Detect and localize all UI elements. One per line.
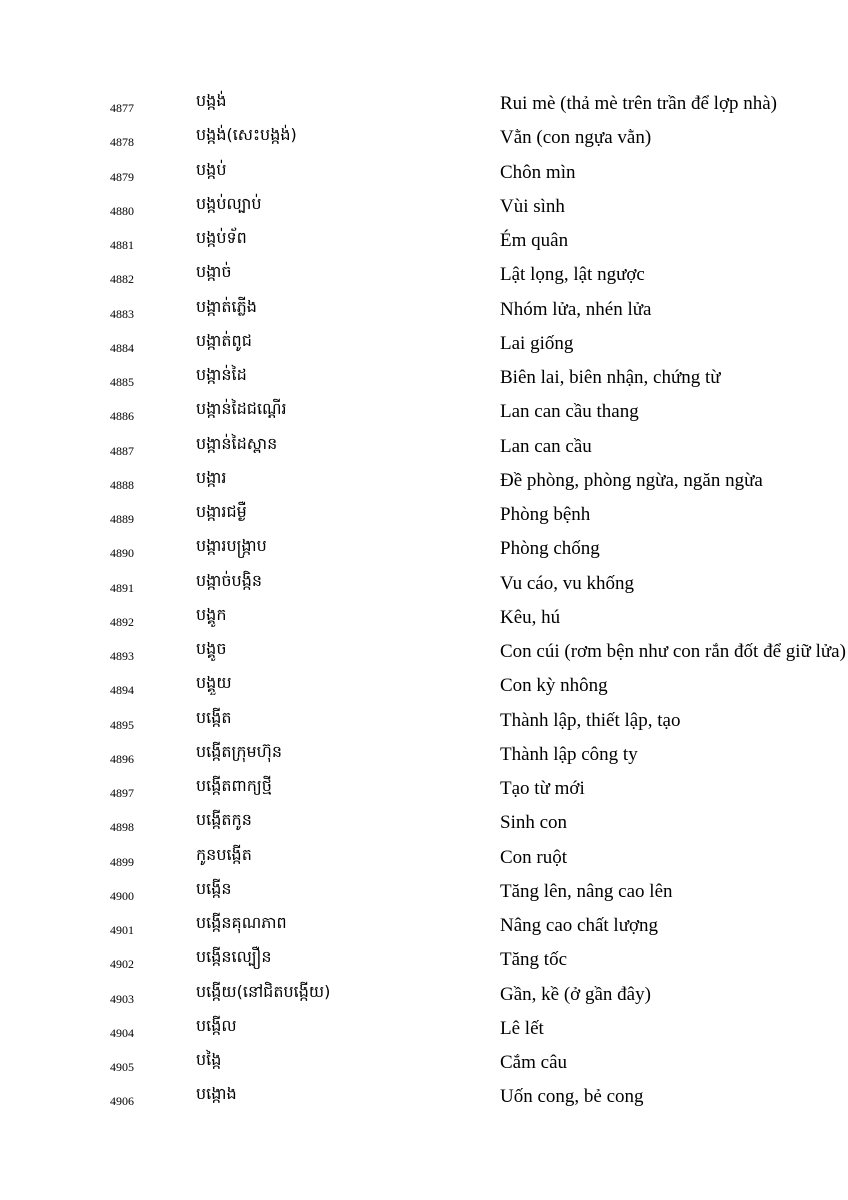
entry-row [0, 669, 848, 703]
vietnamese-translation: Vằn (con ngựa vằn) [500, 127, 652, 149]
vietnamese-translation: Cắm câu [500, 1052, 568, 1073]
entry-row [0, 121, 848, 155]
entry-row [0, 1080, 848, 1114]
khmer-term: បង្គូច [196, 639, 227, 658]
entry-row [0, 806, 848, 840]
khmer-term: បង្កើនល្បឿន [196, 947, 272, 967]
entry-number: 4895 [110, 717, 134, 732]
vietnamese-translation: Lan can cầu thang [500, 401, 639, 423]
entry-number: 4878 [110, 135, 134, 150]
vietnamese-translation: Rui mè (thả mè trên trần để lợp nhà) [500, 93, 778, 114]
vietnamese-translation: Sinh con [500, 812, 568, 834]
khmer-term: បង្កើតក្រុមហ៊ុន [196, 741, 283, 761]
entry-row [0, 1046, 848, 1080]
entry-row [0, 943, 848, 977]
entry-number: 4892 [110, 614, 134, 629]
khmer-term: បង្កប់ [196, 159, 227, 179]
entry-number: 4886 [110, 409, 134, 424]
khmer-term: បង្កើត [196, 707, 232, 727]
entry-row [0, 293, 848, 327]
entry-number: 4905 [110, 1060, 134, 1074]
khmer-term: បង្កើនគុណភាព [196, 913, 287, 932]
entry-number: 4887 [110, 443, 134, 458]
vietnamese-translation: Tăng tốc [500, 949, 568, 971]
entry-row [0, 498, 848, 532]
entry-number: 4893 [110, 649, 134, 663]
vietnamese-translation: Đề phòng, phòng ngừa, ngăn ngừa [500, 469, 763, 491]
khmer-term: បង្កោង [196, 1084, 237, 1104]
entry-row [0, 430, 848, 464]
entry-list [0, 87, 848, 1115]
entry-number: 4880 [110, 203, 134, 218]
entry-number: 4885 [110, 375, 134, 389]
entry-number: 4896 [110, 751, 134, 766]
khmer-term: បង្កង់ [196, 91, 227, 110]
vietnamese-translation: Biên lai, biên nhận, chứng từ [500, 367, 721, 388]
entry-row [0, 978, 848, 1012]
entry-number: 4894 [110, 683, 134, 698]
entry-row [0, 87, 848, 121]
khmer-term: បង្កាន់ដៃជណ្តើរ [196, 399, 287, 419]
khmer-term: បង្កាច់បង្កិន [196, 570, 263, 590]
vietnamese-translation: Con cúi (rơm bện như con rắn đốt để giữ lửa) [500, 641, 846, 662]
vietnamese-translation: Phòng bệnh [500, 504, 591, 525]
entry-number: 4899 [110, 854, 134, 869]
entry-row [0, 704, 848, 738]
vietnamese-translation: Vùi sình [500, 195, 565, 217]
entry-row [0, 1012, 848, 1046]
khmer-term: បង្កាត់ភ្លើង [196, 296, 257, 316]
entry-number: 4903 [110, 991, 134, 1006]
vietnamese-translation: Phòng chống [500, 538, 600, 560]
entry-number: 4883 [110, 306, 134, 321]
vietnamese-translation: Con ruột [500, 846, 568, 868]
entry-number: 4889 [110, 512, 134, 526]
entry-number: 4898 [110, 820, 134, 835]
entry-row [0, 841, 848, 875]
entry-number: 4879 [110, 169, 134, 184]
entry-row [0, 156, 848, 190]
entry-number: 4882 [110, 272, 134, 287]
entry-number: 4891 [110, 580, 134, 595]
vietnamese-translation: Tăng lên, nâng cao lên [500, 880, 673, 902]
vietnamese-translation: Con kỳ nhông [500, 675, 608, 697]
entry-row [0, 909, 848, 943]
entry-number: 4881 [110, 238, 134, 252]
vietnamese-translation: Lật lọng, lật ngược [500, 264, 645, 286]
khmer-term: បង្ការបង្ក្រាប [196, 536, 267, 556]
entry-row [0, 875, 848, 909]
khmer-term: បង្កាន់ដៃ [196, 365, 247, 384]
khmer-term: បង្គួយ [196, 673, 232, 693]
khmer-term: បង្កើន [196, 878, 232, 898]
khmer-term: បង្កប់ទ័ព [196, 228, 247, 247]
entry-number: 4877 [110, 101, 134, 115]
khmer-term: បង្កើយ(នៅជិតបង្កើយ) [196, 981, 331, 1001]
entry-row [0, 258, 848, 292]
khmer-term: បង្កាត់ពូជ [196, 330, 252, 350]
vietnamese-translation: Uốn cong, bẻ cong [500, 1086, 644, 1108]
entry-row [0, 361, 848, 395]
vietnamese-translation: Tạo từ mới [500, 778, 585, 799]
vietnamese-translation: Lê lết [500, 1017, 544, 1039]
khmer-term: បង្ការជម្ងឺ [196, 502, 247, 521]
khmer-term: បង្កាន់ដៃស្ពាន [196, 433, 278, 453]
khmer-term: បង្គូក [196, 604, 227, 624]
entry-number: 4888 [110, 477, 134, 492]
entry-row [0, 395, 848, 429]
vietnamese-translation: Thành lập, thiết lập, tạo [500, 709, 681, 731]
vietnamese-translation: Ém quân [500, 230, 569, 251]
khmer-term: បង្កើតពាក្យថ្មី [196, 776, 272, 795]
entry-row [0, 772, 848, 806]
entry-number: 4902 [110, 957, 134, 972]
khmer-term: បង្កប់ល្បាប់ [196, 193, 262, 213]
khmer-term: កូនបង្កើត [196, 844, 252, 864]
entry-row [0, 327, 848, 361]
entry-number: 4900 [110, 888, 134, 903]
vietnamese-translation: Lai giống [500, 332, 574, 354]
vietnamese-translation: Lan can cầu [500, 435, 592, 457]
entry-number: 4901 [110, 923, 134, 937]
entry-number: 4897 [110, 786, 134, 800]
khmer-term: បង្កើល [196, 1015, 237, 1035]
vietnamese-translation: Vu cáo, vu khống [500, 572, 634, 594]
vietnamese-translation: Gần, kề (ở gần đây) [500, 983, 651, 1005]
entry-row [0, 224, 848, 258]
vietnamese-translation: Chôn mìn [500, 161, 576, 183]
entry-row [0, 738, 848, 772]
entry-row [0, 635, 848, 669]
khmer-term: បង្កើតកូន [196, 810, 252, 830]
entry-row [0, 532, 848, 566]
entry-number: 4906 [110, 1094, 134, 1109]
entry-number: 4884 [110, 340, 134, 355]
entry-row [0, 567, 848, 601]
vietnamese-translation: Nâng cao chất lượng [500, 915, 659, 936]
entry-row [0, 601, 848, 635]
entry-row [0, 464, 848, 498]
entry-number: 4904 [110, 1025, 134, 1040]
khmer-term: បង្កៃ [196, 1050, 222, 1069]
khmer-term: បង្កង់(សេះបង្កង់) [196, 125, 297, 145]
entry-row [0, 190, 848, 224]
vietnamese-translation: Nhóm lửa, nhén lửa [500, 298, 652, 320]
vietnamese-translation: Kêu, hú [500, 606, 561, 628]
khmer-term: បង្កាច់ [196, 262, 232, 282]
entry-number: 4890 [110, 546, 134, 561]
vietnamese-translation: Thành lập công ty [500, 743, 638, 765]
khmer-term: បង្ការ [196, 467, 227, 487]
